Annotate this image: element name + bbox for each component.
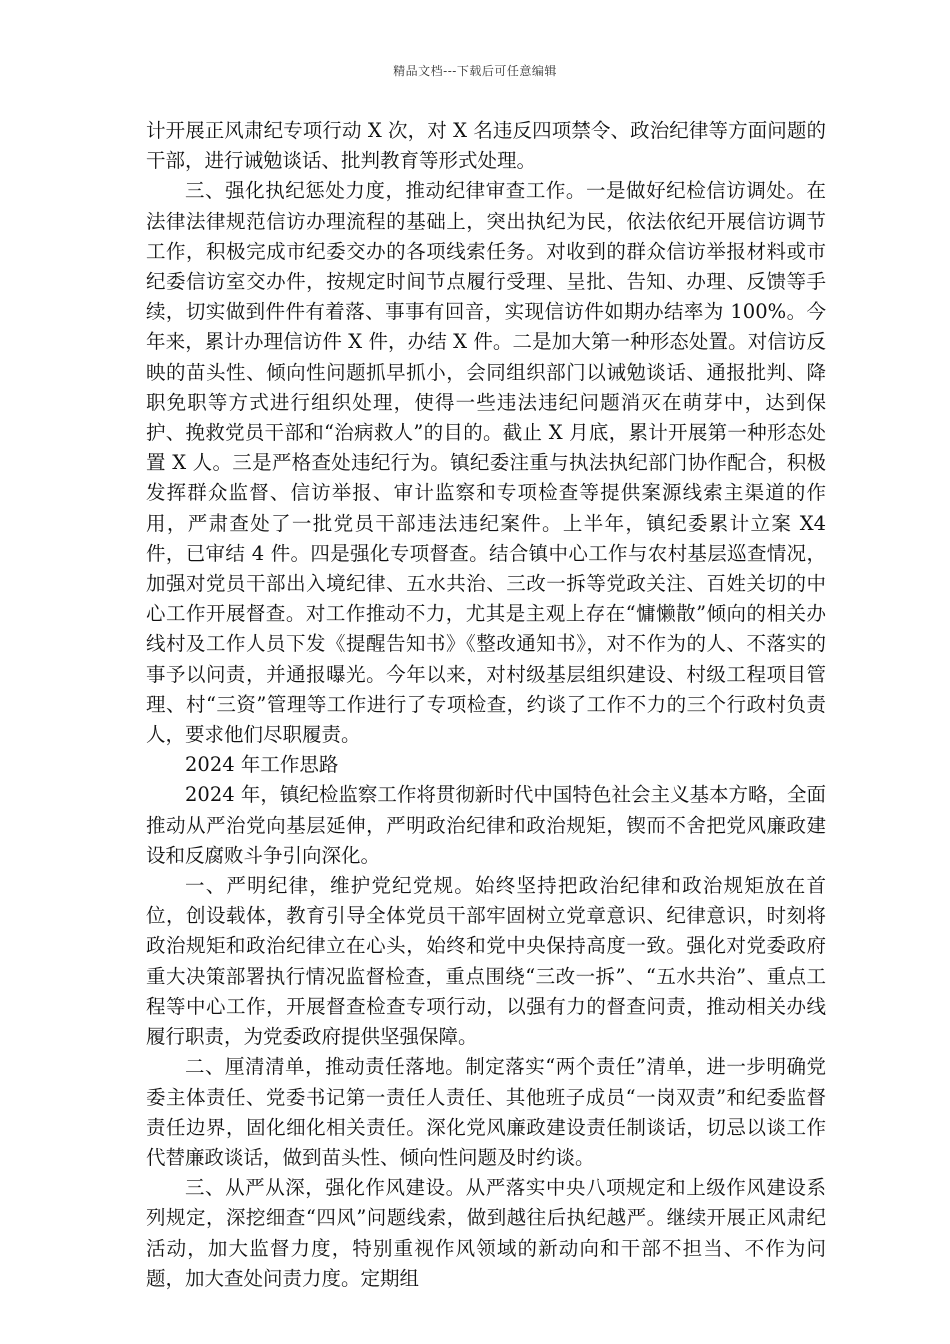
paragraph: 二、厘清清单，推动责任落地。制定落实“两个责任”清单，进一步明确党委主体责任、党委书记第一责任人责任、其他班子成员“一岗双责”和纪委监督责任边界，固化细化相关责任。深化党风廉政建设责任制谈话，切忌以谈工作代替廉政谈话，做到苗头性、倾向性问题及时约谈。 xyxy=(146,1055,826,1169)
paragraph: 2024 年，镇纪检监察工作将贯彻新时代中国特色社会主义基本方略，全面推动从严治党向基层延伸，严明政治纪律和政治规矩，锲而不舍把党风廉政建设和反腐败斗争引向深化。 xyxy=(146,783,826,867)
section-heading: 2024 年工作思路 xyxy=(185,753,339,777)
paragraph: 三、强化执纪惩处力度，推动纪律审查工作。一是做好纪检信访调处。在法律法律规范信访办理流程的基础上，突出执纪为民，依法依纪开展信访调节工作，积极完成市纪委交办的各项线索任务。对收到的群众信访举报材料或市纪委信访室交办件，按规定时间节点履行受理、呈批、告知、办理、反馈等手续，切实做到件件有着落、事事有回音，实现信访件如期办结率为 100%。今年来，累计办理信访件 X 件，办结 X 件。二是加大第一种形态处置。对信访反映的苗头性、倾向性问题抓早抓小，会同组织部门以诫勉谈话、通报批判、降职免职等方式进行组织处理，使得一些违法违纪问题消灭在萌芽中，达到保护、挽救党员干部和“治病救人”的目的。截止 X 月底，累计开展第一种形态处置 X 人。三是严格查处违纪行为。镇纪委注重与执法执纪部门协作配合，积极发挥群众监督、信访举报、审计监察和专项检查等提供案源线索主渠道的作用，严肃查处了一批党员干部违法违纪案件。上半年，镇纪委累计立案 X4 件，已审结 4 件。四是强化专项督查。结合镇中心工作与农村基层巡查情况，加强对党员干部出入境纪律、五水共治、三改一拆等党政关注、百姓关切的中心工作开展督查。对工作推动不力，尤其是主观上存在“慵懒散”倾向的相关办线村及工作人员下发《提醒告知书》《整改通知书》，对不作为的人、不落实的事予以问责，并通报曝光。今年以来，对村级基层组织建设、村级工程项目管理、村“三资”管理等工作进行了专项检查，约谈了工作不力的三个行政村负责人，要求他们尽职履责。 xyxy=(146,179,826,747)
page-header: 精品文档---下载后可任意编辑 xyxy=(393,64,557,78)
document-body xyxy=(146,116,826,1294)
paragraph: 一、严明纪律，维护党纪党规。始终坚持把政治纪律和政治规矩放在首位，创设载体，教育引导全体党员干部牢固树立党章意识、纪律意识，时刻将政治规矩和政治纪律立在心头，始终和党中央保持高度一致。强化对党委政府重大决策部署执行情况监督检查，重点围绕“三改一拆”、“五水共治”、重点工程等中心工作，开展督查检查专项行动，以强有力的督查问责，推动相关办线履行职责，为党委政府提供坚强保障。 xyxy=(146,874,826,1049)
paragraph: 计开展正风肃纪专项行动 X 次，对 X 名违反四项禁令、政治纪律等方面问题的干部，进行诫勉谈话、批判教育等形式处理。 xyxy=(146,119,826,173)
paragraph: 三、从严从深，强化作风建设。从严落实中央八项规定和上级作风建设系列规定，深挖细查“四风”问题线索，做到越往后执纪越严。继续开展正风肃纪活动，加大监督力度，特别重视作风领域的新动向和干部不担当、不作为问题，加大查处问责力度。定期组 xyxy=(146,1176,826,1290)
